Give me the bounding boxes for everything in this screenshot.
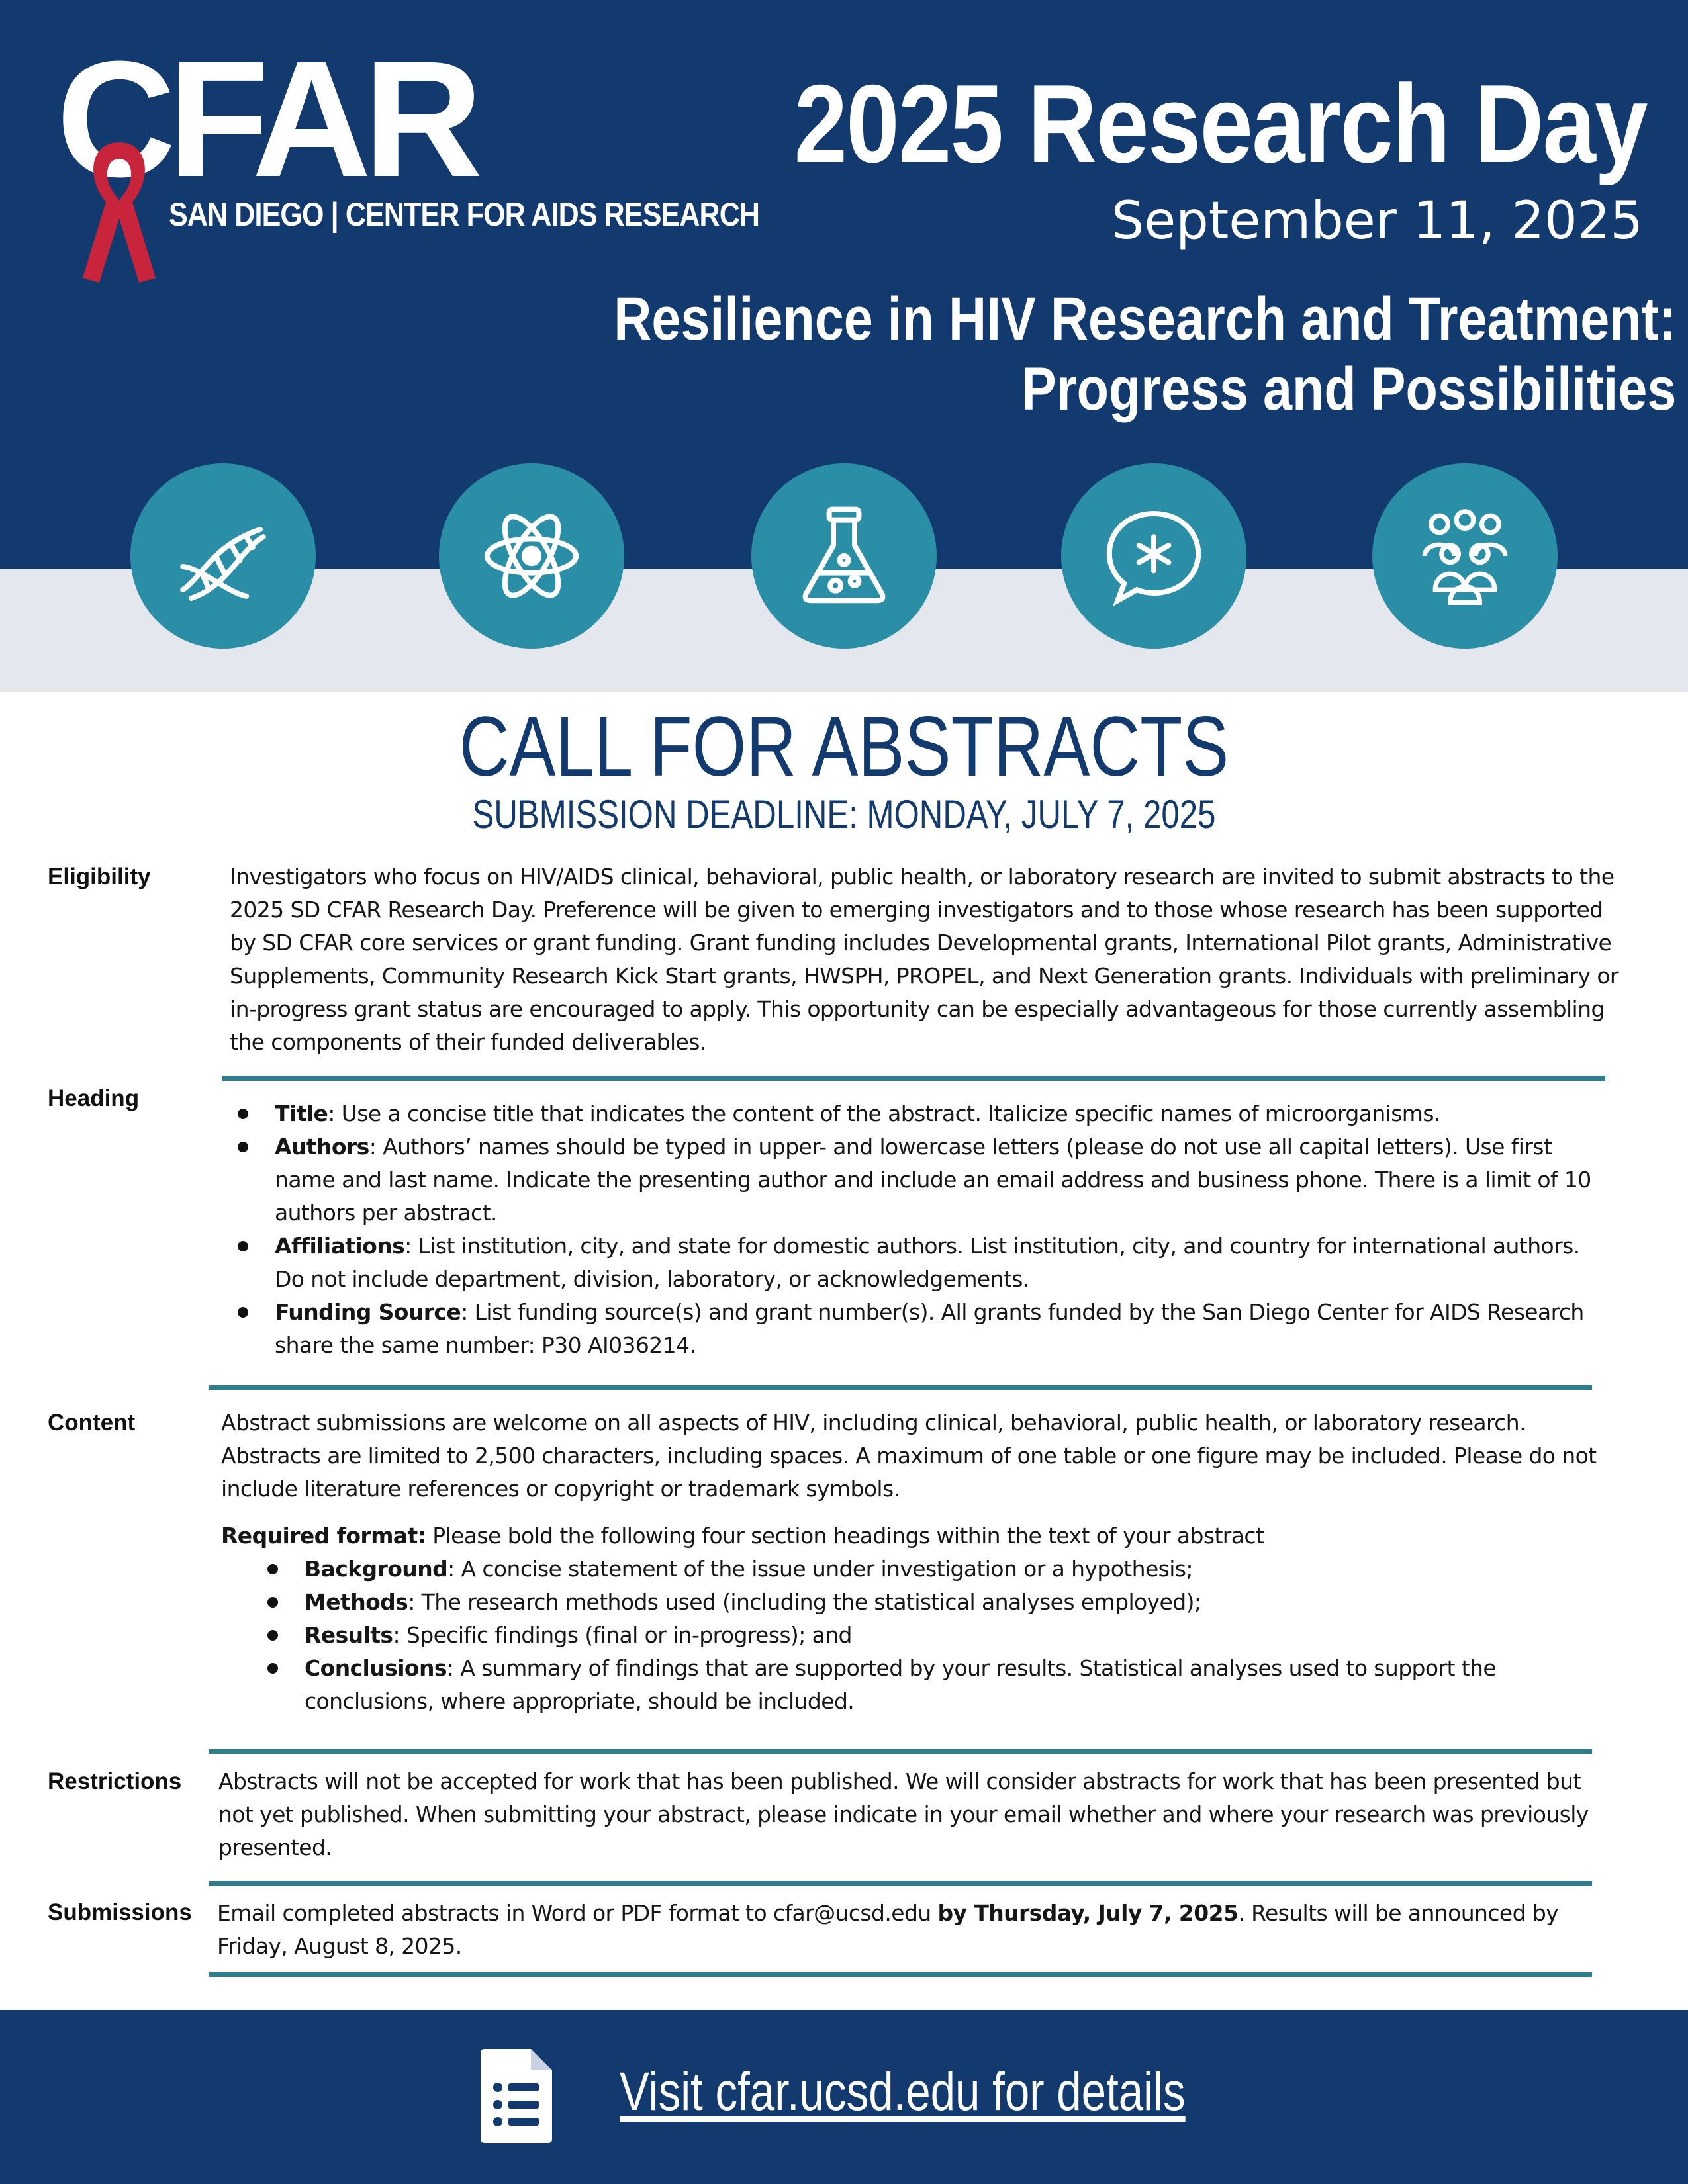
document-icon bbox=[477, 2046, 556, 2146]
cfar-logo bbox=[56, 26, 760, 295]
restrictions-text: Abstracts will not be accepted for work that has been published. We will consider abstracts for work that has been presented but not yet published. When submitting your abstract, please indicate in your email whether and where your research was previously presented. bbox=[218, 1768, 1589, 1860]
list-item: Title: Use a concise title that indicates the content of the abstract. Italicize specific names of microorganisms. bbox=[235, 1097, 1592, 1130]
event-title: 2025 Research Day bbox=[794, 62, 1647, 186]
logo-subtitle: SAN DIEGO | CENTER FOR AIDS RESEARCH bbox=[169, 196, 760, 233]
event-date: September 11, 2025 bbox=[1111, 191, 1643, 251]
list-item: Results: Specific findings (final or in-progress); and bbox=[265, 1619, 1602, 1652]
eligibility-text: Investigators who focus on HIV/AIDS clinical, behavioral, public health, or laboratory research are invited to submit abstracts to the 2025 SD CFAR Research Day. Preference will be given to emerging investigators and to those whose research has been supported by SD CFAR core services or grant funding. Grant funding includes Developmental grants, International Pilot grants, Administrative Supplements, Community Research Kick Start grants, HWSPH, PROPEL, and Next Generation grants. Individuals with preliminary or in-progress grant status are encouraged to apply. This opportunity can be especially advantageous for those currently assembling the components of their funded deliverables. bbox=[230, 864, 1618, 1055]
heading-list bbox=[235, 1097, 1592, 1362]
submission-deadline: SUBMISSION DEADLINE: MONDAY, JULY 7, 2025 bbox=[472, 792, 1216, 837]
call-for-abstracts-title: CALL FOR ABSTRACTS bbox=[459, 700, 1229, 794]
eligibility-label: Eligibility bbox=[48, 864, 151, 889]
speech-bubble-asterisk-icon bbox=[1061, 463, 1246, 649]
section-divider bbox=[209, 1881, 1592, 1886]
section-divider bbox=[209, 1385, 1592, 1390]
restrictions-label: Restrictions bbox=[48, 1768, 182, 1794]
website-link[interactable]: Visit cfar.ucsd.edu for details bbox=[620, 2062, 1186, 2122]
list-item: Affiliations: List institution, city, and state for domestic authors. List institution, city, and country for international authors. Do not include department, division, laboratory, or acknowledgements. bbox=[235, 1230, 1592, 1296]
list-item: Authors: Authors’ names should be typed in upper- and lowercase letters (please do not use all capital letters). Use first name and last name. Indicate the presenting author and include an email address and business phone. There is a limit of 10 authors per abstract. bbox=[235, 1130, 1592, 1230]
theme-line-2: Progress and Possibilities bbox=[1021, 355, 1676, 423]
list-item: Funding Source: List funding source(s) and grant number(s). All grants funded by the San Diego Center for AIDS Research share the same number: P30 AI036214. bbox=[235, 1296, 1592, 1362]
list-item: Methods: The research methods used (including the statistical analyses employed); bbox=[265, 1586, 1602, 1619]
submissions-label: Submissions bbox=[48, 1899, 192, 1925]
content-text: Abstract submissions are welcome on all aspects of HIV, including clinical, behavioral, public health, or laboratory research. Abstracts are limited to 2,500 characters, including spaces. A maximum of one table or one figure may be included. Please do not include literature references or copyright or trademark symbols. bbox=[221, 1410, 1597, 1502]
list-item: Background: A concise statement of the issue under investigation or a hypothesis; bbox=[265, 1553, 1602, 1586]
dna-icon bbox=[130, 463, 316, 649]
theme-line-1: Resilience in HIV Research and Treatment: bbox=[614, 285, 1676, 353]
submissions-text: Email completed abstracts in Word or PDF format to cfar@ucsd.edu by Thursday, July 7, 2025. Results will be announced by Friday, August 8, 2025. bbox=[217, 1900, 1559, 1959]
content-label: Content bbox=[48, 1410, 136, 1435]
logo-wordmark: CFAR bbox=[56, 26, 475, 211]
required-format-list bbox=[265, 1553, 1602, 1718]
ribbon-icon bbox=[70, 129, 169, 288]
people-group-icon bbox=[1372, 463, 1558, 649]
flask-icon bbox=[751, 463, 937, 649]
list-item: Conclusions: A summary of findings that are supported by your results. Statistical analyses used to support the conclusions, where appropriate, should be included. bbox=[265, 1652, 1602, 1718]
section-divider bbox=[222, 1076, 1605, 1081]
section-divider bbox=[209, 1749, 1592, 1754]
atom-icon bbox=[439, 463, 624, 649]
heading-label: Heading bbox=[48, 1085, 140, 1111]
required-format-text: Required format: Please bold the following four section headings within the text of your abstract bbox=[221, 1523, 1264, 1549]
section-divider bbox=[209, 1972, 1592, 1977]
